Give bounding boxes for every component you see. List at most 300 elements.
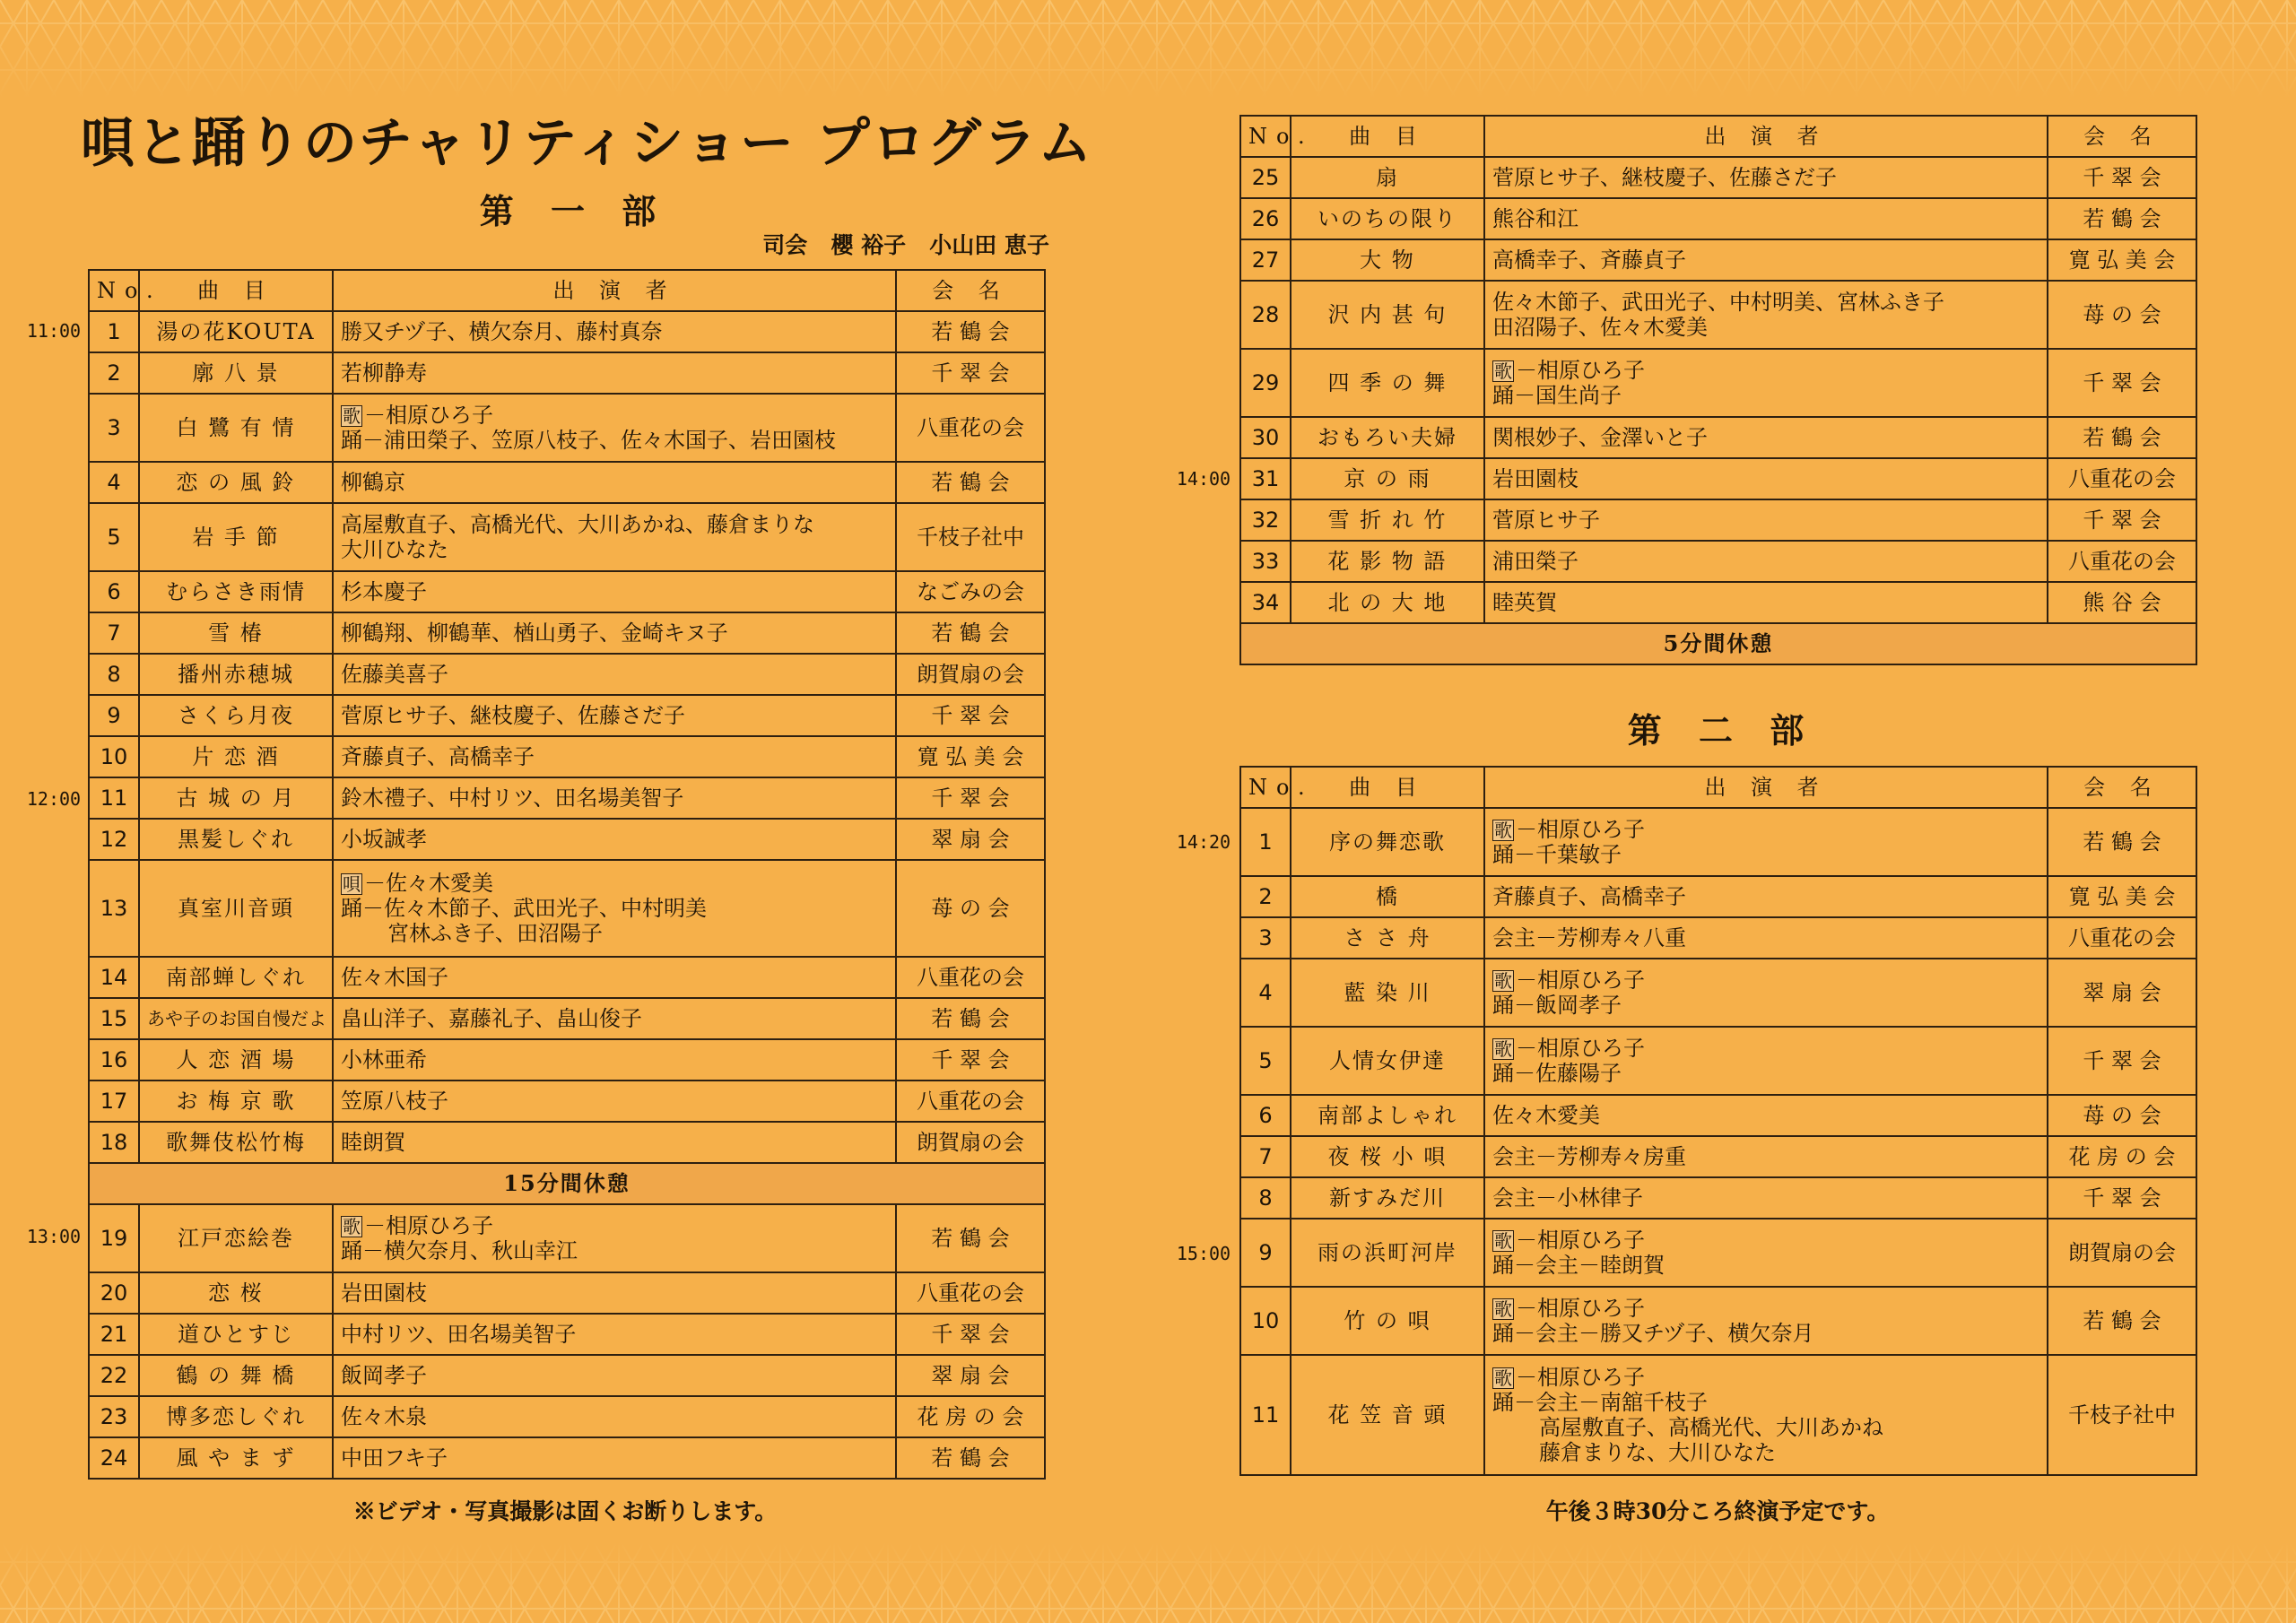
club-name: 千 翠 会 [896, 1039, 1045, 1081]
program-number: 28 [1240, 281, 1291, 349]
performer-line: 佐々木愛美 [1492, 1103, 1600, 1128]
song-title: 序の舞恋歌 [1291, 808, 1484, 876]
header-no: No. [1240, 767, 1291, 808]
performer-line: 大川ひなた [341, 537, 448, 562]
part1-continued-program-table [1239, 115, 2197, 665]
performers-cell [1484, 281, 2048, 349]
header-no: No. [1240, 116, 1291, 157]
performers-cell [1484, 541, 2048, 582]
club-name: 苺 の 会 [2048, 281, 2196, 349]
performers-cell [1484, 917, 2048, 959]
club-name: 千枝子社中 [896, 503, 1045, 571]
song-title: 沢 内 甚 句 [1291, 281, 1484, 349]
club-name: 八重花の会 [2048, 541, 2196, 582]
table-row [1240, 239, 2196, 281]
song-title: 人情女伊達 [1291, 1027, 1484, 1095]
performer-line: 鈴木禮子、中村リツ、田名場美智子 [341, 785, 684, 811]
performers-cell [333, 1039, 896, 1081]
performers-cell [1484, 458, 2048, 499]
program-number: 1 [1240, 808, 1291, 876]
table-row [1240, 808, 2196, 876]
performer-line: 踊－千葉敏子 [1492, 842, 1622, 867]
performer-line: 田沼陽子、佐々木愛美 [1492, 315, 1708, 340]
club-name: 八重花の会 [896, 394, 1045, 462]
table-row [1240, 499, 2196, 541]
performer-line: 踊－飯岡孝子 [1492, 993, 1622, 1018]
role-tag: 歌 [343, 1216, 361, 1237]
performer-line: 佐藤美喜子 [341, 662, 448, 687]
header-performers: 出 演 者 [333, 270, 896, 311]
program-number: 10 [89, 736, 139, 777]
time-marker: 11:00 [26, 320, 82, 342]
program-number: 9 [1240, 1219, 1291, 1287]
program-number: 3 [1240, 917, 1291, 959]
song-title: 花 笠 音 頭 [1291, 1355, 1484, 1475]
song-title: お 梅 京 歌 [139, 1081, 333, 1122]
performer-line: 小林亜希 [341, 1047, 427, 1072]
program-number: 4 [1240, 959, 1291, 1027]
song-title: 南部蝉しぐれ [139, 957, 333, 998]
program-number: 3 [89, 394, 139, 462]
song-title: 岩 手 節 [139, 503, 333, 571]
song-title: 恋 桜 [139, 1272, 333, 1314]
program-number: 25 [1240, 157, 1291, 198]
program-number: 12 [89, 819, 139, 860]
program-number: 21 [89, 1314, 139, 1355]
performers-cell [1484, 349, 2048, 417]
song-title: 橋 [1291, 876, 1484, 917]
host-name-2: 小山田 恵子 [929, 232, 1049, 258]
performer-line: 睦朗賀 [341, 1130, 405, 1155]
performers-cell [333, 819, 896, 860]
table-row [89, 1314, 1045, 1355]
song-title: 四 季 の 舞 [1291, 349, 1484, 417]
performer-line: 踊－会主－勝又チヅ子、横欠奈月 [1492, 1321, 1814, 1346]
performer-text: －相原ひろ子 [1516, 1228, 1645, 1253]
club-name: 熊 谷 会 [2048, 582, 2196, 623]
performers-cell [1484, 417, 2048, 458]
performers-cell [1484, 1136, 2048, 1177]
performer-line [1492, 968, 2039, 993]
performers-cell [1484, 1095, 2048, 1136]
program-number: 8 [1240, 1177, 1291, 1219]
performers-cell [1484, 876, 2048, 917]
table-row [1240, 1355, 2196, 1475]
performers-cell [1484, 1177, 2048, 1219]
host-line [628, 230, 1049, 262]
performer-line: 岩田園枝 [341, 1280, 427, 1306]
performer-line: 踊－佐藤陽子 [1492, 1061, 1622, 1086]
performer-line: 熊谷和江 [1492, 206, 1578, 231]
performers-cell [333, 1355, 896, 1396]
program-number: 10 [1240, 1287, 1291, 1355]
performer-line: 勝又チヅ子、横欠奈月、藤村真奈 [341, 319, 663, 344]
song-title: 真室川音頭 [139, 860, 333, 957]
program-number: 2 [89, 352, 139, 394]
performer-line: 菅原ヒサ子、継枝慶子、佐藤さだ子 [341, 703, 685, 728]
program-number: 11 [89, 777, 139, 819]
role-tag: 歌 [1494, 1367, 1512, 1389]
table-row [1240, 917, 2196, 959]
table-row [1240, 281, 2196, 349]
song-title: 風 や ま ず [139, 1437, 333, 1479]
song-title: 南部よしゃれ [1291, 1095, 1484, 1136]
performer-text: －佐々木愛美 [364, 871, 493, 896]
club-name: 若 鶴 会 [2048, 417, 2196, 458]
performer-line: 菅原ヒサ子、継枝慶子、佐藤さだ子 [1492, 165, 1837, 190]
header-no: No. [89, 270, 139, 311]
song-title: 夜 桜 小 唄 [1291, 1136, 1484, 1177]
club-name: 千 翠 会 [896, 777, 1045, 819]
time-marker: 13:00 [26, 1226, 82, 1247]
performer-text: －相原ひろ子 [364, 1213, 493, 1238]
program-number: 19 [89, 1204, 139, 1272]
song-title: さくら月夜 [139, 695, 333, 736]
table-header-row [1240, 767, 2196, 808]
program-number: 14 [89, 957, 139, 998]
header-song: 曲 目 [1291, 767, 1484, 808]
song-title: むらさき雨情 [139, 571, 333, 612]
performer-line: 柳鶴京 [341, 470, 405, 495]
club-name: 若 鶴 会 [2048, 1287, 2196, 1355]
performers-cell [333, 998, 896, 1039]
table-row [1240, 1177, 2196, 1219]
header-club: 会 名 [896, 270, 1045, 311]
table-header-row [89, 270, 1045, 311]
program-number: 27 [1240, 239, 1291, 281]
role-tag: 歌 [1494, 1038, 1512, 1060]
song-title: いのちの限り [1291, 198, 1484, 239]
performers-cell [333, 503, 896, 571]
program-number: 4 [89, 462, 139, 503]
program-number: 1 [89, 311, 139, 352]
performer-text: －相原ひろ子 [364, 403, 493, 428]
table-row [89, 998, 1045, 1039]
program-number: 24 [89, 1437, 139, 1479]
performer-line [1492, 1228, 2039, 1253]
performer-line [1492, 817, 2039, 842]
performers-cell [1484, 198, 2048, 239]
role-tag: 歌 [1494, 1298, 1512, 1320]
performer-line: 中田フキ子 [341, 1445, 448, 1471]
performer-line: 踊－佐々木節子、武田光子、中村明美 [341, 896, 707, 921]
role-tag: 歌 [1494, 820, 1512, 841]
performer-line: 笠原八枝子 [341, 1089, 448, 1114]
club-name: 苺 の 会 [2048, 1095, 2196, 1136]
performer-line: 柳鶴翔、柳鶴華、楢山勇子、金崎キヌ子 [341, 621, 728, 646]
song-title: 雨の浜町河岸 [1291, 1219, 1484, 1287]
part2-program-table [1239, 766, 2197, 1476]
song-title: 道ひとすじ [139, 1314, 333, 1355]
performer-line: 会主－芳柳寿々八重 [1492, 925, 1686, 950]
program-number: 26 [1240, 198, 1291, 239]
table-header-row [1240, 116, 2196, 157]
table-row [1240, 1219, 2196, 1287]
program-number: 30 [1240, 417, 1291, 458]
table-row [1240, 349, 2196, 417]
performers-cell [333, 736, 896, 777]
club-name: 若 鶴 会 [896, 311, 1045, 352]
program-number: 2 [1240, 876, 1291, 917]
table-row [89, 1039, 1045, 1081]
time-marker: 14:20 [1176, 831, 1231, 853]
club-name: 若 鶴 会 [896, 1204, 1045, 1272]
program-number: 6 [89, 571, 139, 612]
table-row [1240, 1027, 2196, 1095]
program-number: 32 [1240, 499, 1291, 541]
performers-cell [1484, 1219, 2048, 1287]
club-name: 翠 扇 会 [2048, 959, 2196, 1027]
club-name: 若 鶴 会 [896, 1437, 1045, 1479]
club-name: 花 房 の 会 [2048, 1136, 2196, 1177]
host-name-1: 櫻 裕子 [831, 232, 907, 258]
performer-line: 小坂誠孝 [341, 827, 427, 852]
club-name: 若 鶴 会 [896, 998, 1045, 1039]
song-title: 竹 の 唄 [1291, 1287, 1484, 1355]
performer-line [1492, 1365, 2039, 1390]
program-number: 34 [1240, 582, 1291, 623]
performers-cell [333, 311, 896, 352]
header-song: 曲 目 [139, 270, 333, 311]
song-title: 白 鷺 有 情 [139, 394, 333, 462]
performer-line: 岩田園枝 [1492, 466, 1578, 491]
table-row [89, 1272, 1045, 1314]
club-name: 八重花の会 [2048, 458, 2196, 499]
performer-line: 畠山洋子、嘉藤礼子、畠山俊子 [341, 1006, 642, 1031]
role-tag: 歌 [1494, 970, 1512, 992]
role-tag: 歌 [1494, 360, 1512, 382]
performer-line: 菅原ヒサ子 [1492, 508, 1600, 533]
club-name: 若 鶴 会 [2048, 198, 2196, 239]
performers-cell [1484, 1027, 2048, 1095]
club-name: 花 房 の 会 [896, 1396, 1045, 1437]
song-title: 恋 の 風 鈴 [139, 462, 333, 503]
host-label: 司会 [762, 232, 808, 258]
performers-cell [333, 1314, 896, 1355]
club-name: 若 鶴 会 [896, 462, 1045, 503]
club-name: 寛 弘 美 会 [2048, 876, 2196, 917]
club-name: 千 翠 会 [896, 1314, 1045, 1355]
performers-cell [333, 654, 896, 695]
table-row [1240, 417, 2196, 458]
performer-line: 踊－浦田榮子、笠原八枝子、佐々木国子、岩田園枝 [341, 428, 836, 453]
song-title: 博多恋しぐれ [139, 1396, 333, 1437]
table-row [89, 957, 1045, 998]
part2-heading: 第 二 部 [1627, 710, 1817, 751]
performer-line: 踊－横欠奈月、秋山幸江 [341, 1238, 578, 1263]
club-name: 朗賀扇の会 [896, 654, 1045, 695]
performers-cell [333, 860, 896, 957]
table-row [1240, 198, 2196, 239]
part1-heading: 第 一 部 [479, 191, 669, 231]
performer-line [341, 871, 888, 896]
table-row [89, 1204, 1045, 1272]
end-time-note: 午後３時30分ころ終演予定です。 [1545, 1498, 1890, 1524]
song-title: 花 影 物 語 [1291, 541, 1484, 582]
club-name: 若 鶴 会 [2048, 808, 2196, 876]
performers-cell [333, 777, 896, 819]
program-number: 18 [89, 1122, 139, 1163]
page-title: 唄と踊りのチャリティショー プログラム [81, 112, 1094, 175]
club-name: 千 翠 会 [2048, 499, 2196, 541]
song-title: 片 恋 酒 [139, 736, 333, 777]
performer-line [1492, 1036, 2039, 1061]
table-row [89, 503, 1045, 571]
performers-cell [333, 1081, 896, 1122]
performers-cell [333, 957, 896, 998]
performer-line: 佐々木節子、武田光子、中村明美、宮林ふき子 [1492, 290, 1944, 315]
performers-cell [1484, 157, 2048, 198]
performer-text: －相原ひろ子 [1516, 1296, 1645, 1321]
performers-cell [333, 352, 896, 394]
song-title: 人 恋 酒 場 [139, 1039, 333, 1081]
club-name: 朗賀扇の会 [896, 1122, 1045, 1163]
performer-line: 斉藤貞子、高橋幸子 [341, 744, 535, 769]
song-title: おもろい夫婦 [1291, 417, 1484, 458]
program-number: 29 [1240, 349, 1291, 417]
club-name: 朗賀扇の会 [2048, 1219, 2196, 1287]
performer-line: 若柳静寿 [341, 360, 427, 386]
table-row [89, 736, 1045, 777]
song-title: 播州赤穂城 [139, 654, 333, 695]
club-name: 苺 の 会 [896, 860, 1045, 957]
role-tag: 歌 [1494, 1230, 1512, 1252]
song-title: 古 城 の 月 [139, 777, 333, 819]
table-row [89, 311, 1045, 352]
performer-line: 踊－会主－睦朗賀 [1492, 1253, 1665, 1278]
performer-line: 高屋敷直子、高橋光代、大川あかね [1539, 1415, 1883, 1440]
program-number: 22 [89, 1355, 139, 1396]
no-photography-note: ※ビデオ・写真撮影は固くお断りします。 [352, 1498, 778, 1524]
song-title: 歌舞伎松竹梅 [139, 1122, 333, 1163]
program-number: 5 [89, 503, 139, 571]
table-row [1240, 876, 2196, 917]
header-song: 曲 目 [1291, 116, 1484, 157]
program-number: 7 [89, 612, 139, 654]
performer-line: 中村リツ、田名場美智子 [341, 1322, 577, 1347]
song-title: 鶴 の 舞 橋 [139, 1355, 333, 1396]
performer-line [1492, 1296, 2039, 1321]
table-row [1240, 157, 2196, 198]
performer-line [1492, 358, 2039, 383]
performers-cell [333, 612, 896, 654]
role-tag: 唄 [343, 873, 361, 895]
performer-line: 高橋幸子、斉藤貞子 [1492, 247, 1686, 273]
club-name: 八重花の会 [896, 1272, 1045, 1314]
program-number: 5 [1240, 1027, 1291, 1095]
club-name: 千 翠 会 [2048, 349, 2196, 417]
program-number: 8 [89, 654, 139, 695]
table-row [89, 860, 1045, 957]
performers-cell [333, 462, 896, 503]
table-row [89, 1122, 1045, 1163]
performer-text: －相原ひろ子 [1516, 968, 1645, 993]
club-name: 八重花の会 [896, 1081, 1045, 1122]
club-name: なごみの会 [896, 571, 1045, 612]
time-marker: 15:00 [1176, 1243, 1231, 1264]
table-row [1240, 1136, 2196, 1177]
club-name: 千 翠 会 [896, 352, 1045, 394]
program-number: 33 [1240, 541, 1291, 582]
performer-text: －相原ひろ子 [1516, 1036, 1645, 1061]
club-name: 翠 扇 会 [896, 819, 1045, 860]
intermission-row [1240, 623, 2196, 664]
song-title: 廓 八 景 [139, 352, 333, 394]
table-row [89, 1437, 1045, 1479]
performer-line: 藤倉まりな、大川ひなた [1539, 1440, 1776, 1465]
table-row [89, 352, 1045, 394]
performers-cell [1484, 1287, 2048, 1355]
performer-text: －相原ひろ子 [1516, 358, 1645, 383]
performer-line: 浦田榮子 [1492, 549, 1578, 574]
club-name: 千 翠 会 [896, 695, 1045, 736]
song-title: 扇 [1291, 157, 1484, 198]
table-row [89, 612, 1045, 654]
header-club: 会 名 [2048, 116, 2196, 157]
performer-line: 会主－芳柳寿々房重 [1492, 1144, 1686, 1169]
performer-line: 杉本慶子 [341, 579, 427, 604]
club-name: 千 翠 会 [2048, 157, 2196, 198]
performer-line: 佐々木国子 [341, 965, 448, 990]
intermission-label: 15分間休憩 [89, 1163, 1045, 1204]
time-marker: 14:00 [1176, 468, 1231, 490]
performers-cell [1484, 1355, 2048, 1475]
table-row [1240, 541, 2196, 582]
table-row [89, 695, 1045, 736]
song-title: 北 の 大 地 [1291, 582, 1484, 623]
performer-line: 斉藤貞子、高橋幸子 [1492, 884, 1686, 909]
club-name: 寛 弘 美 会 [2048, 239, 2196, 281]
program-number: 15 [89, 998, 139, 1039]
club-name: 翠 扇 会 [896, 1355, 1045, 1396]
role-tag: 歌 [343, 405, 361, 427]
song-title: 藍 染 川 [1291, 959, 1484, 1027]
club-name: 寛 弘 美 会 [896, 736, 1045, 777]
program-number: 9 [89, 695, 139, 736]
table-row [89, 654, 1045, 695]
program-number: 13 [89, 860, 139, 957]
performers-cell [333, 1437, 896, 1479]
table-row [89, 462, 1045, 503]
performers-cell [1484, 808, 2048, 876]
performers-cell [333, 1122, 896, 1163]
time-marker: 12:00 [26, 788, 82, 810]
performers-cell [333, 571, 896, 612]
table-row [1240, 1287, 2196, 1355]
program-number: 17 [89, 1081, 139, 1122]
program-number: 23 [89, 1396, 139, 1437]
table-row [89, 1396, 1045, 1437]
performers-cell [1484, 582, 2048, 623]
performers-cell [1484, 499, 2048, 541]
performer-text: －相原ひろ子 [1516, 817, 1645, 842]
club-name: 若 鶴 会 [896, 612, 1045, 654]
club-name: 千 翠 会 [2048, 1177, 2196, 1219]
table-row [1240, 582, 2196, 623]
performers-cell [333, 1204, 896, 1272]
table-row [89, 819, 1045, 860]
performer-line: 会主－小林律子 [1492, 1185, 1643, 1211]
table-row [89, 1081, 1045, 1122]
performer-line [341, 1213, 888, 1238]
program-number: 16 [89, 1039, 139, 1081]
club-name: 千枝子社中 [2048, 1355, 2196, 1475]
performers-cell [1484, 239, 2048, 281]
performer-line: 高屋敷直子、高橋光代、大川あかね、藤倉まりな [341, 512, 814, 537]
performer-line [341, 403, 888, 428]
header-performers: 出 演 者 [1484, 767, 2048, 808]
performer-line: 宮林ふき子、田沼陽子 [387, 921, 603, 946]
